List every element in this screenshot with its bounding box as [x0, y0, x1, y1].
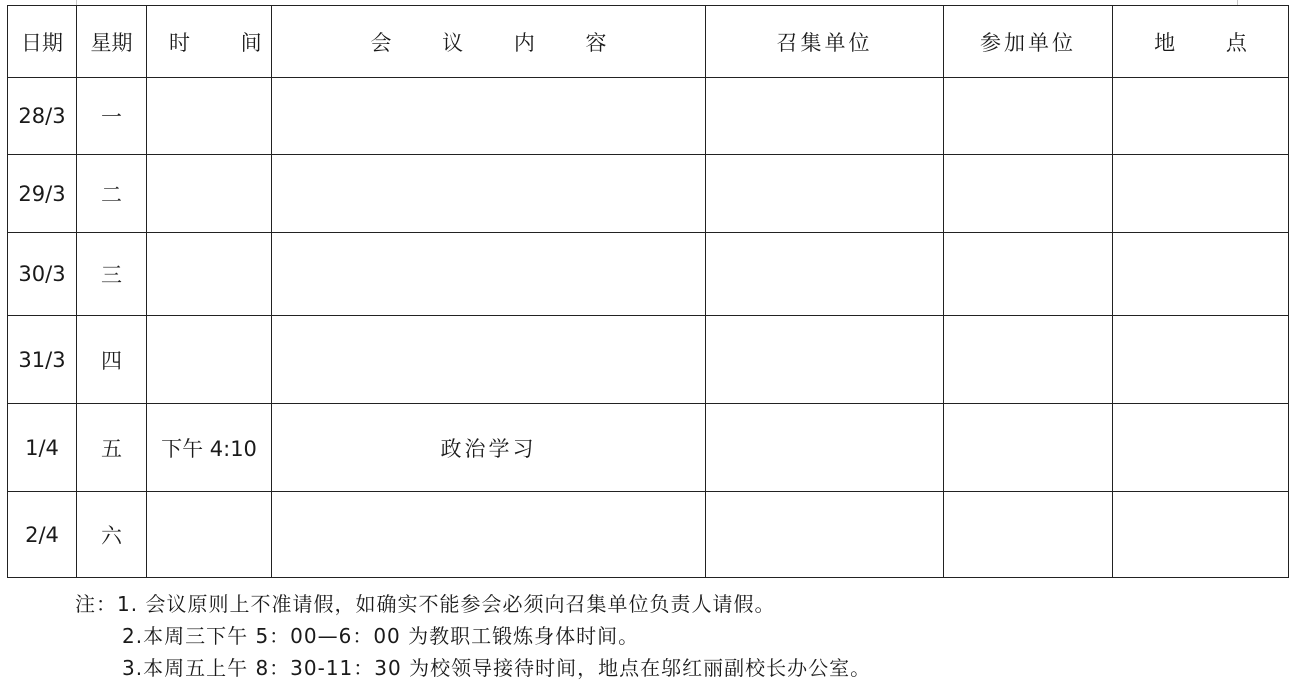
time-cell [147, 155, 272, 233]
weekday-cell: 六 [77, 492, 147, 578]
note-line-3: 3.本周五上午 8：30-11：30 为校领导接待时间，地点在邬红丽副校长办公室。 [122, 656, 872, 680]
date-cell: 31/3 [8, 316, 77, 404]
notes-section [75, 588, 871, 684]
note-line-1: 注：1. 会议原则上不准请假，如确实不能参会必须向召集单位负责人请假。 [75, 592, 776, 616]
date-cell: 29/3 [8, 155, 77, 233]
content-cell: 政治学习 [272, 404, 706, 492]
participants-cell [944, 233, 1113, 316]
table-row [8, 78, 1289, 155]
participants-cell [944, 78, 1113, 155]
table-row [8, 316, 1289, 404]
header-convener: 召集单位 [706, 6, 944, 78]
participants-cell [944, 404, 1113, 492]
content-cell [272, 233, 706, 316]
date-cell: 30/3 [8, 233, 77, 316]
location-cell [1113, 78, 1289, 155]
participants-cell [944, 492, 1113, 578]
time-cell [147, 492, 272, 578]
content-cell [272, 316, 706, 404]
header-weekday: 星期 [77, 6, 147, 78]
location-cell [1113, 492, 1289, 578]
date-cell: 2/4 [8, 492, 77, 578]
content-cell [272, 78, 706, 155]
convener-cell [706, 155, 944, 233]
convener-cell [706, 316, 944, 404]
date-cell: 28/3 [8, 78, 77, 155]
time-cell [147, 316, 272, 404]
table-header-row [8, 6, 1289, 78]
location-cell [1113, 233, 1289, 316]
convener-cell [706, 404, 944, 492]
time-cell: 下午 4:10 [147, 404, 272, 492]
weekday-cell: 五 [77, 404, 147, 492]
location-cell [1113, 404, 1289, 492]
table-row [8, 492, 1289, 578]
meeting-schedule-table [7, 5, 1289, 578]
time-cell [147, 78, 272, 155]
table-row [8, 155, 1289, 233]
convener-cell [706, 78, 944, 155]
weekday-cell: 二 [77, 155, 147, 233]
participants-cell [944, 155, 1113, 233]
content-cell [272, 492, 706, 578]
date-cell: 1/4 [8, 404, 77, 492]
table-row [8, 404, 1289, 492]
participants-cell [944, 316, 1113, 404]
convener-cell [706, 233, 944, 316]
header-date: 日期 [8, 6, 77, 78]
location-cell [1113, 316, 1289, 404]
header-location: 地 点 [1113, 6, 1289, 78]
time-cell [147, 233, 272, 316]
content-cell [272, 155, 706, 233]
weekday-cell: 三 [77, 233, 147, 316]
header-participants: 参加单位 [944, 6, 1113, 78]
weekday-cell: 一 [77, 78, 147, 155]
header-time: 时 间 [147, 6, 272, 78]
convener-cell [706, 492, 944, 578]
table-row [8, 233, 1289, 316]
location-cell [1113, 155, 1289, 233]
note-line-2: 2.本周三下午 5：00—6：00 为教职工锻炼身体时间。 [122, 624, 640, 648]
header-content: 会 议 内 容 [272, 6, 706, 78]
weekday-cell: 四 [77, 316, 147, 404]
